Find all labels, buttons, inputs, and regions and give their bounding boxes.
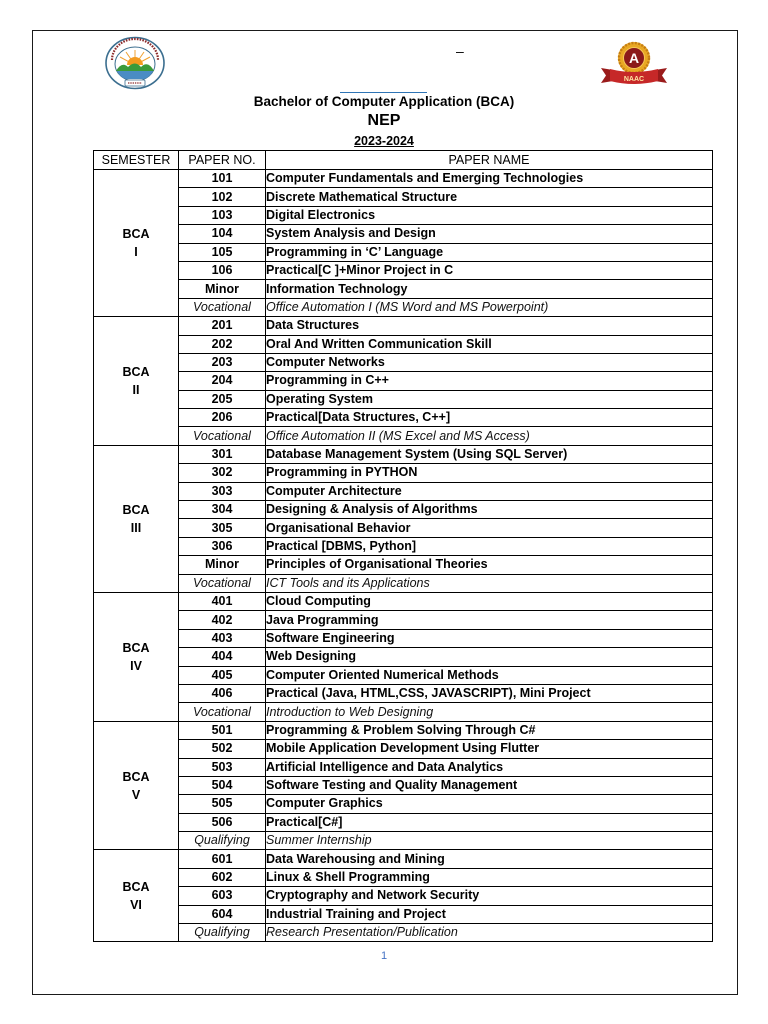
table-row [94, 537, 713, 555]
table-row [94, 170, 713, 188]
table-row [94, 372, 713, 390]
table-row [94, 684, 713, 702]
table-row [94, 206, 713, 224]
semester-program-label: BCA [122, 502, 150, 517]
table-row [94, 317, 713, 335]
academic-session-line [0, 134, 768, 149]
paper-no-cell: 406 [179, 684, 266, 702]
paper-name-cell: Computer Graphics [266, 795, 713, 813]
paper-no-cell: 502 [179, 740, 266, 758]
paper-no-cell: 403 [179, 629, 266, 647]
document-subtitle: NEP [367, 112, 401, 129]
naac-logo [599, 41, 669, 89]
paper-name-cell: Programming & Problem Solving Through C# [266, 721, 713, 739]
table-row [94, 924, 713, 942]
paper-no-cell: 402 [179, 611, 266, 629]
academic-session: 2023-2024 [354, 134, 414, 148]
paper-no-cell: 603 [179, 887, 266, 905]
paper-name-cell: Introduction to Web Designing [266, 703, 713, 721]
paper-name-cell: Designing & Analysis of Algorithms [266, 501, 713, 519]
paper-no-cell: 404 [179, 648, 266, 666]
table-row [94, 464, 713, 482]
table-row [94, 905, 713, 923]
paper-name-cell: Principles of Organisational Theories [266, 556, 713, 574]
semester-cell [94, 721, 179, 850]
table-row [94, 482, 713, 500]
semester-program-label: BCA [122, 227, 150, 242]
semester-numeral-label: I [134, 245, 138, 260]
paper-name-cell: Organisational Behavior [266, 519, 713, 537]
table-row [94, 188, 713, 206]
paper-name-cell: System Analysis and Design [266, 225, 713, 243]
table-row [94, 280, 713, 298]
paper-no-cell: 503 [179, 758, 266, 776]
paper-name-cell: Computer Oriented Numerical Methods [266, 666, 713, 684]
semester-cell [94, 445, 179, 592]
paper-no-cell: Vocational [179, 427, 266, 445]
naac-label-text: NAAC [623, 76, 645, 83]
paper-no-cell: 302 [179, 464, 266, 482]
semester-program-label: BCA [122, 364, 150, 379]
paper-no-cell: 202 [179, 335, 266, 353]
semester-cell [94, 592, 179, 721]
table-row [94, 261, 713, 279]
paper-no-cell: 305 [179, 519, 266, 537]
paper-no-cell: 505 [179, 795, 266, 813]
paper-no-cell: Vocational [179, 574, 266, 592]
table-row [94, 556, 713, 574]
table-row [94, 390, 713, 408]
paper-name-cell: Database Management System (Using SQL Server) [266, 445, 713, 463]
table-row [94, 795, 713, 813]
page-number: 1 [380, 950, 388, 962]
table-row [94, 850, 713, 868]
paper-name-cell: Data Structures [266, 317, 713, 335]
paper-name-cell: ICT Tools and its Applications [266, 574, 713, 592]
paper-name-cell: Artificial Intelligence and Data Analytics [266, 758, 713, 776]
semester-numeral-label: IV [130, 658, 142, 673]
paper-name-cell: Data Warehousing and Mining [266, 850, 713, 868]
syllabus-table [93, 150, 713, 942]
paper-no-cell: 205 [179, 390, 266, 408]
column-header-paper-name: PAPER NAME [266, 151, 713, 170]
paper-no-cell: 504 [179, 776, 266, 794]
paper-no-cell: Qualifying [179, 924, 266, 942]
paper-name-cell: Software Testing and Quality Management [266, 776, 713, 794]
paper-no-cell: Vocational [179, 703, 266, 721]
paper-no-cell: 204 [179, 372, 266, 390]
paper-no-cell: 303 [179, 482, 266, 500]
paper-no-cell: Qualifying [179, 832, 266, 850]
table-row [94, 758, 713, 776]
paper-no-cell: 104 [179, 225, 266, 243]
table-row [94, 501, 713, 519]
paper-no-cell: 602 [179, 868, 266, 886]
document-title: Bachelor of Computer Application (BCA) [253, 94, 515, 109]
table-header-row [94, 151, 713, 170]
table-row [94, 776, 713, 794]
paper-name-cell: Practical[C#] [266, 813, 713, 831]
paper-name-cell: Practical (Java, HTML,CSS, JAVASCRIPT), Mini Project [266, 684, 713, 702]
paper-name-cell: Cloud Computing [266, 592, 713, 610]
paper-name-cell: Computer Architecture [266, 482, 713, 500]
semester-program-label: BCA [122, 769, 150, 784]
paper-name-cell: Programming in C++ [266, 372, 713, 390]
paper-no-cell: 506 [179, 813, 266, 831]
semester-program-label: BCA [122, 640, 150, 655]
paper-name-cell: Summer Internship [266, 832, 713, 850]
paper-name-cell: Office Automation I (MS Word and MS Powerpoint) [266, 298, 713, 316]
paper-no-cell: 203 [179, 353, 266, 371]
table-row [94, 353, 713, 371]
paper-name-cell: Mobile Application Development Using Flutter [266, 740, 713, 758]
paper-name-cell: Discrete Mathematical Structure [266, 188, 713, 206]
semester-numeral-label: VI [130, 897, 142, 912]
paper-name-cell: Practical[C ]+Minor Project in C [266, 261, 713, 279]
semester-cell [94, 850, 179, 942]
paper-name-cell: Programming in ‘C’ Language [266, 243, 713, 261]
paper-no-cell: 306 [179, 537, 266, 555]
paper-name-cell: Java Programming [266, 611, 713, 629]
paper-name-cell: Computer Fundamentals and Emerging Technologies [266, 170, 713, 188]
table-row [94, 629, 713, 647]
table-row [94, 592, 713, 610]
paper-name-cell: Information Technology [266, 280, 713, 298]
table-body [94, 170, 713, 942]
paper-no-cell: 601 [179, 850, 266, 868]
paper-no-cell: Minor [179, 556, 266, 574]
paper-no-cell: 501 [179, 721, 266, 739]
paper-no-cell: 201 [179, 317, 266, 335]
column-header-semester: SEMESTER [94, 151, 179, 170]
table-row [94, 832, 713, 850]
paper-no-cell: 101 [179, 170, 266, 188]
table-row [94, 409, 713, 427]
paper-no-cell: Vocational [179, 298, 266, 316]
semester-numeral-label: III [130, 520, 142, 535]
paper-name-cell: Digital Electronics [266, 206, 713, 224]
paper-no-cell: 106 [179, 261, 266, 279]
paper-name-cell: Cryptography and Network Security [266, 887, 713, 905]
paper-no-cell: 206 [179, 409, 266, 427]
paper-name-cell: Linux & Shell Programming [266, 868, 713, 886]
paper-no-cell: 304 [179, 501, 266, 519]
table-row [94, 519, 713, 537]
paper-name-cell: Practical [DBMS, Python] [266, 537, 713, 555]
paper-no-cell: 102 [179, 188, 266, 206]
paper-name-cell: Oral And Written Communication Skill [266, 335, 713, 353]
paper-name-cell: Computer Networks [266, 353, 713, 371]
table-row [94, 721, 713, 739]
paper-name-cell: Industrial Training and Project [266, 905, 713, 923]
link-underline [340, 92, 427, 93]
header-dash: – [456, 43, 464, 59]
semester-cell [94, 170, 179, 317]
table-row [94, 427, 713, 445]
paper-no-cell: 105 [179, 243, 266, 261]
table-row [94, 225, 713, 243]
table-row [94, 666, 713, 684]
table-row [94, 868, 713, 886]
semester-cell [94, 317, 179, 446]
semester-numeral-label: II [132, 382, 140, 397]
paper-no-cell: Minor [179, 280, 266, 298]
paper-name-cell: Programming in PYTHON [266, 464, 713, 482]
column-header-paper-no: PAPER NO. [179, 151, 266, 170]
table-row [94, 887, 713, 905]
table-row [94, 445, 713, 463]
paper-name-cell: Operating System [266, 390, 713, 408]
paper-no-cell: 103 [179, 206, 266, 224]
table-row [94, 574, 713, 592]
table-row [94, 703, 713, 721]
table-row [94, 611, 713, 629]
paper-name-cell: Office Automation II (MS Excel and MS Access) [266, 427, 713, 445]
paper-no-cell: 604 [179, 905, 266, 923]
table-row [94, 243, 713, 261]
semester-program-label: BCA [122, 879, 150, 894]
naac-grade-text: A [628, 50, 640, 66]
table-row [94, 740, 713, 758]
paper-name-cell: Practical[Data Structures, C++] [266, 409, 713, 427]
paper-name-cell: Research Presentation/Publication [266, 924, 713, 942]
table-row [94, 648, 713, 666]
paper-name-cell: Web Designing [266, 648, 713, 666]
paper-name-cell: Software Engineering [266, 629, 713, 647]
table-row [94, 298, 713, 316]
university-seal-logo [104, 36, 166, 90]
table-row [94, 813, 713, 831]
semester-numeral-label: V [131, 787, 141, 802]
paper-no-cell: 401 [179, 592, 266, 610]
table-row [94, 335, 713, 353]
paper-no-cell: 301 [179, 445, 266, 463]
paper-no-cell: 405 [179, 666, 266, 684]
